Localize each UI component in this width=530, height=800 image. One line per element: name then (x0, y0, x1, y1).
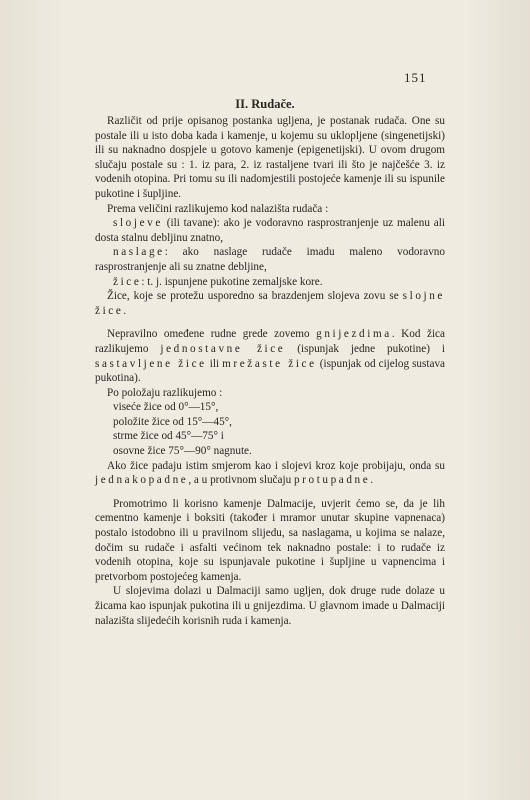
text-run: (ispunjak jedne pukotine) i (285, 342, 445, 355)
body-text (95, 114, 445, 628)
position-item: položite žice od 15°—45°, (113, 415, 232, 428)
definition-slojeve-text: (ili tavane): ako je vodoravno rasprostranjenje uz malenu ali dosta stalnu debljinu znatno, (95, 217, 445, 244)
term-sastavljene-zice: sastavljene žice (95, 357, 207, 370)
definition-slojeve (95, 216, 445, 245)
term-naslage: naslage (113, 246, 165, 259)
position-item: strme žice od 45°—75° i (113, 430, 224, 443)
paragraph-slojne-zice (95, 289, 445, 318)
paragraph-origin: Različit od prije opisanog postanka ugljena, je postanak rudača. One su postale ili u isto doba kada i kamenje, u kojemu su uklopljene (singenetijski) ili su naknadno dospjele u gotovo kamenje (epigenetijski). U ovom drugom slučaju postale su : 1. iz para, 2. iz rastaljene tvari ili što je najčešće 3. iz vodenih otopina. Pri tomu su ili nadomjestili postojeće kamenje ili su ispunile pukotine i šupljine. (95, 115, 445, 200)
text-run: , a u protivnom slučaju (188, 474, 294, 487)
paragraph-gnijezda (95, 327, 445, 385)
text-run: Žice, koje se protežu usporedno sa brazdenjem slojeva zovu se (107, 290, 403, 303)
position-item: viseće žice od 0°—15°, (113, 401, 219, 414)
paragraph-summary: U slojevima dolazi u Dalmaciji samo ugljen, dok druge rude dolaze u žicama kao ispunjak pukotina ili u gnijezdima. U glavnom imade u Dalmaciji nalazišta slijedećih korisnih ruda i kamenja. (95, 585, 445, 627)
term-protupadne: protupadne (293, 474, 371, 487)
position-item: osovne žice 75°—90° nagnute. (113, 445, 252, 458)
text-run: . (123, 304, 127, 317)
definition-naslage (95, 245, 445, 274)
text-run: Nepravilno omeđene rudne grede zovemo (107, 328, 317, 341)
term-zice: žice (113, 275, 142, 288)
page-number: 151 (404, 70, 427, 85)
definition-zice-text: : t. j. ispunjene pukotine zemaljske kore. (141, 275, 323, 288)
paragraph-position-intro: Po položaju razlikujemo : (107, 386, 223, 399)
definition-zice (95, 275, 445, 290)
term-jednakopadne: jednakopadne (95, 474, 189, 487)
text-run: (ispunjak od cijelog sustava pukotina). (95, 357, 446, 385)
paragraph-dip (95, 459, 445, 488)
text-run: . (370, 474, 374, 487)
paragraph-dalmatia: Promotrimo li korisno kamenje Dalmacije, uvjerit ćemo se, da je lih cementno kamenje i boksiti (također i mramor unutar skupine vapnenaca) postalo istodobno ili u pravilnom slijedu, sa naslagama, u kojima se nalaze, dočim su rudače i asfalti većinom tek naknadno postale: i to rudače iz vodenih otopina, koje su ispunjavale pukotine i šupljine u vapnencima i pretvorbom postojećeg kamenja. (95, 497, 445, 583)
paragraph-size-intro: Prema veličini razlikujemo kod nalazišta rudača : (107, 202, 329, 215)
text-run: . Kod žica razlikujemo (95, 328, 445, 355)
term-slojne-zice: slojne žice (95, 290, 445, 317)
term-mrezaste-zice: mrežaste žice (222, 357, 317, 370)
term-gnijezdima: gnijezdima (316, 328, 392, 341)
term-jednostavne-zice: jednostavne žice (160, 342, 286, 355)
text-run: Ako žice padaju istim smjerom kao i slojevi kroz koje probijaju, onda su (107, 459, 445, 472)
text-run: ili (206, 357, 223, 370)
term-slojeve: slojeve (113, 217, 163, 230)
section-heading: II. Rudače. (235, 97, 295, 111)
definition-naslage-text: : ako naslage rudače imadu maleno vodoravno rasprostranjenje ali su znatne debljine, (95, 246, 445, 273)
